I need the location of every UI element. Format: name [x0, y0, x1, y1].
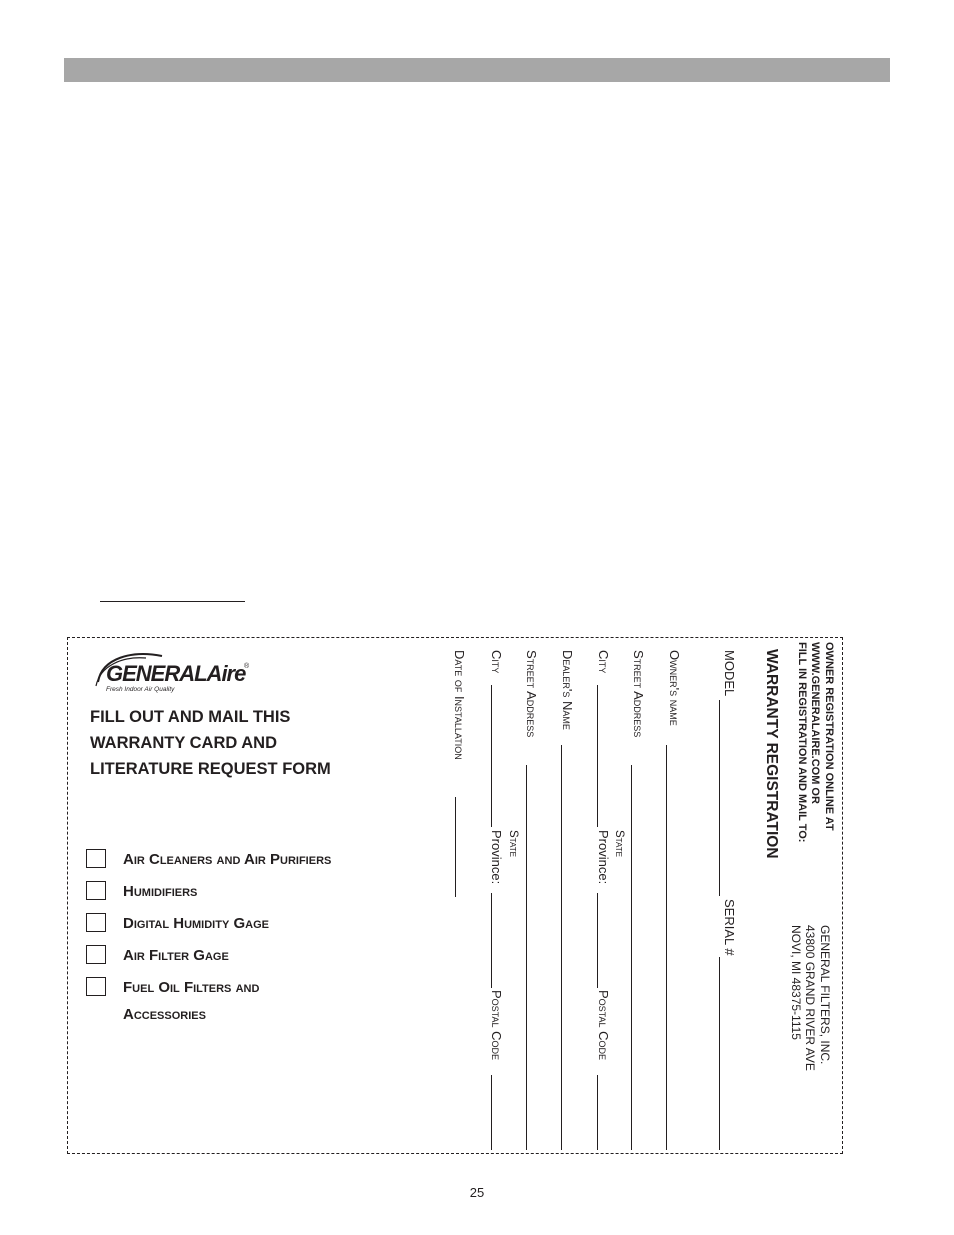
checkbox-label-digital-humidity-gage: Digital Humidity Gage	[123, 915, 269, 932]
page-number: 25	[469, 1185, 485, 1200]
svg-text:®: ®	[244, 663, 250, 670]
checkbox-item-humidifiers[interactable]	[86, 881, 197, 905]
checkbox-label-fuel-oil-filters: Fuel Oil Filters and	[123, 979, 260, 996]
owners-name-label: Owner's name	[667, 650, 682, 726]
dealer-city-field-line[interactable]	[491, 685, 492, 827]
owner-state-field-line[interactable]	[597, 893, 598, 988]
header-bar	[64, 58, 890, 82]
owner-postal-code-field-line[interactable]	[597, 1075, 598, 1150]
owner-street-address-label: Street Address	[631, 650, 646, 738]
dealer-street-address-field-line[interactable]	[526, 765, 527, 1150]
mail-address-line-3: NOVI, MI 48375-1115	[789, 925, 803, 1040]
mail-instructions-line-1: OWNER REGISTRATION ONLINE AT	[823, 642, 835, 831]
checkbox-item-air-filter-gage[interactable]	[86, 945, 229, 969]
model-field-line[interactable]	[719, 700, 720, 896]
owners-name-field-line[interactable]	[666, 745, 667, 1150]
checkbox-air-cleaners[interactable]	[86, 849, 106, 868]
owner-postal-code-label: Postal Code	[596, 990, 611, 1061]
mail-instructions-line-2: WWW.GENERALAIRE.COM OR	[809, 642, 822, 804]
checkbox-digital-humidity-gage[interactable]	[86, 913, 106, 932]
form-title: WARRANTY REGISTRATION	[763, 649, 780, 859]
dealer-street-address-label: Street Address	[524, 650, 539, 738]
headline-line-3: LITERATURE REQUEST FORM	[90, 760, 331, 778]
checkbox-fuel-oil-filters[interactable]	[86, 977, 106, 996]
dealer-state-field-line[interactable]	[491, 893, 492, 988]
checkbox-item-air-cleaners[interactable]	[86, 849, 331, 873]
mail-instructions-line-3: FILL IN REGISTRATION AND MAIL TO:	[796, 642, 808, 843]
mail-address	[789, 925, 833, 1071]
checkbox-item-digital-humidity-gage[interactable]	[86, 913, 269, 937]
checkbox-label-air-cleaners: Air Cleaners and Air Purifiers	[123, 851, 332, 868]
headline-line-2: WARRANTY CARD AND	[90, 734, 277, 752]
checkbox-label-accessories: Accessories	[123, 1006, 206, 1023]
mail-instructions	[795, 642, 836, 842]
checkbox-item-fuel-oil-filters[interactable]	[86, 977, 259, 1028]
checkbox-label-air-filter-gage: Air Filter Gage	[123, 947, 229, 964]
serial-field-line[interactable]	[719, 957, 720, 1150]
owner-city-field-line[interactable]	[597, 685, 598, 827]
owner-province-label: Province:	[596, 830, 611, 885]
generalaire-logo	[92, 648, 252, 694]
cut-line	[100, 601, 245, 602]
dealer-postal-code-label: Postal Code	[489, 990, 504, 1061]
dealer-state-label: State	[507, 830, 519, 857]
model-label: MODEL	[722, 650, 737, 697]
mail-address-line-1: GENERAL FILTERS, INC.	[818, 925, 832, 1065]
owner-city-label: City	[596, 650, 611, 674]
headline-line-1: FILL OUT AND MAIL THIS	[90, 708, 291, 726]
svg-text:GENERALAire: GENERALAire	[106, 661, 246, 686]
card-headline	[90, 704, 331, 782]
dealer-city-label: City	[489, 650, 504, 674]
serial-label: SERIAL #	[722, 899, 737, 956]
owner-state-label: State	[613, 830, 625, 857]
dealers-name-field-line[interactable]	[561, 745, 562, 1150]
checkbox-humidifiers[interactable]	[86, 881, 106, 900]
checkbox-label-humidifiers: Humidifiers	[123, 883, 198, 900]
checkbox-air-filter-gage[interactable]	[86, 945, 106, 964]
dealers-name-label: Dealer's Name	[560, 650, 575, 730]
dealer-province-label: Province:	[489, 830, 504, 885]
svg-text:Fresh Indoor Air Quality: Fresh Indoor Air Quality	[106, 686, 175, 693]
date-of-installation-label: Date of Installation	[452, 650, 467, 760]
owner-street-address-field-line[interactable]	[631, 765, 632, 1150]
date-of-installation-field-line[interactable]	[455, 797, 456, 897]
dealer-postal-code-field-line[interactable]	[491, 1075, 492, 1150]
mail-address-line-2: 43800 GRAND RIVER AVE	[803, 925, 818, 1071]
